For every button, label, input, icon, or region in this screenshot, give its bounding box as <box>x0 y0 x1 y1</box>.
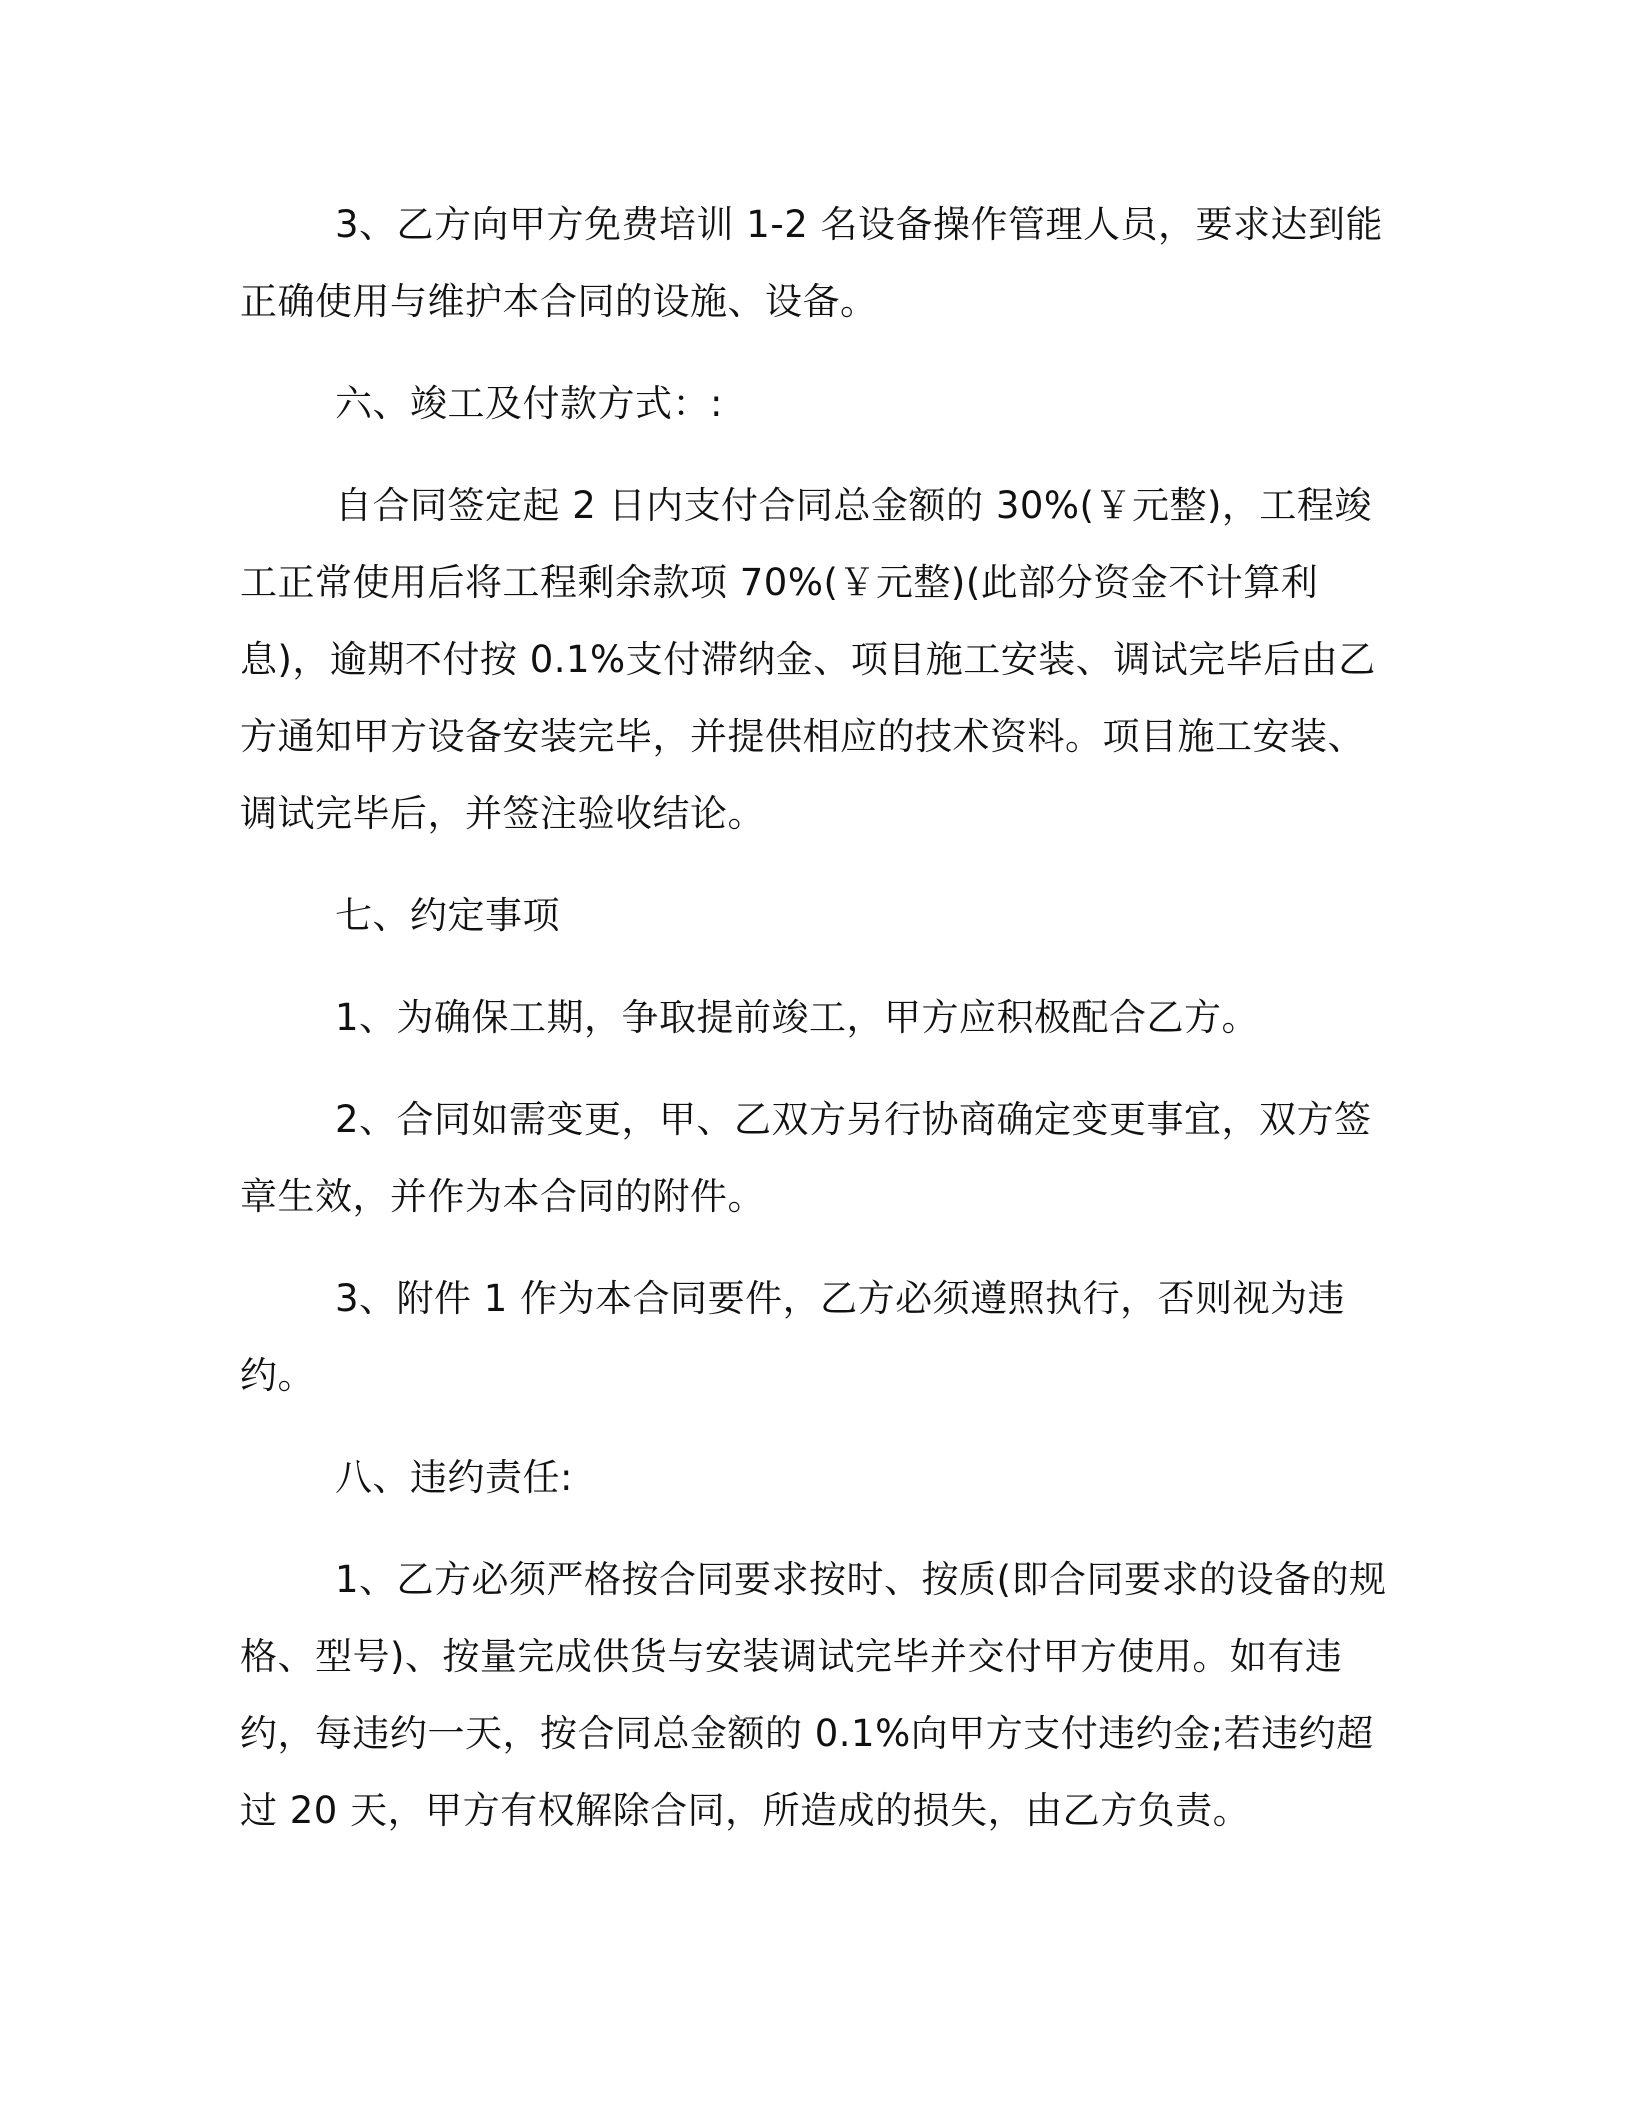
section-heading-agreed-matters: 七、约定事项 <box>335 894 560 937</box>
section-heading-liability: 八、违约责任: <box>335 1456 573 1499</box>
clause-schedule-cooperation: 1、为确保工期，争取提前竣工，甲方应积极配合乙方。 <box>335 996 1260 1039</box>
clause-contract-changes: 2、合同如需变更，甲、乙双方另行协商确定变更事宜，双方签章生效，并作为本合同的附件。 <box>240 1098 1372 1218</box>
clause-attachment: 3、附件 1 作为本合同要件，乙方必须遵照执行，否则视为违约。 <box>240 1277 1346 1397</box>
section-heading-completion-payment: 六、竣工及付款方式：: <box>335 382 723 425</box>
clause-payment-terms: 自合同签定起 2 日内支付合同总金额的 30%(￥元整)，工程竣工正常使用后将工程剩余款项 70%(￥元整)(此部分资金不计算利息)，逾期不付按 0.1%支付滞纳金、项目施工安装、调试完毕后由乙方通知甲方设备安装完毕，并提供相应的技术资料。项目施工安装、调试完毕后，并签注验收结论。 <box>240 484 1376 835</box>
clause-training: 3、乙方向甲方免费培训 1-2 名设备操作管理人员，要求达到能正确使用与维护本合同的设施、设备。 <box>240 203 1383 323</box>
clause-breach-penalty: 1、乙方必须严格按合同要求按时、按质(即合同要求的设备的规格、型号)、按量完成供货与安装调试完毕并交付甲方使用。如有违约，每违约一天，按合同总金额的 0.1%向甲方支付违约金;若违约超过 20 天，甲方有权解除合同，所造成的损失，由乙方负责。 <box>240 1558 1387 1832</box>
document-body <box>240 186 1390 1874</box>
